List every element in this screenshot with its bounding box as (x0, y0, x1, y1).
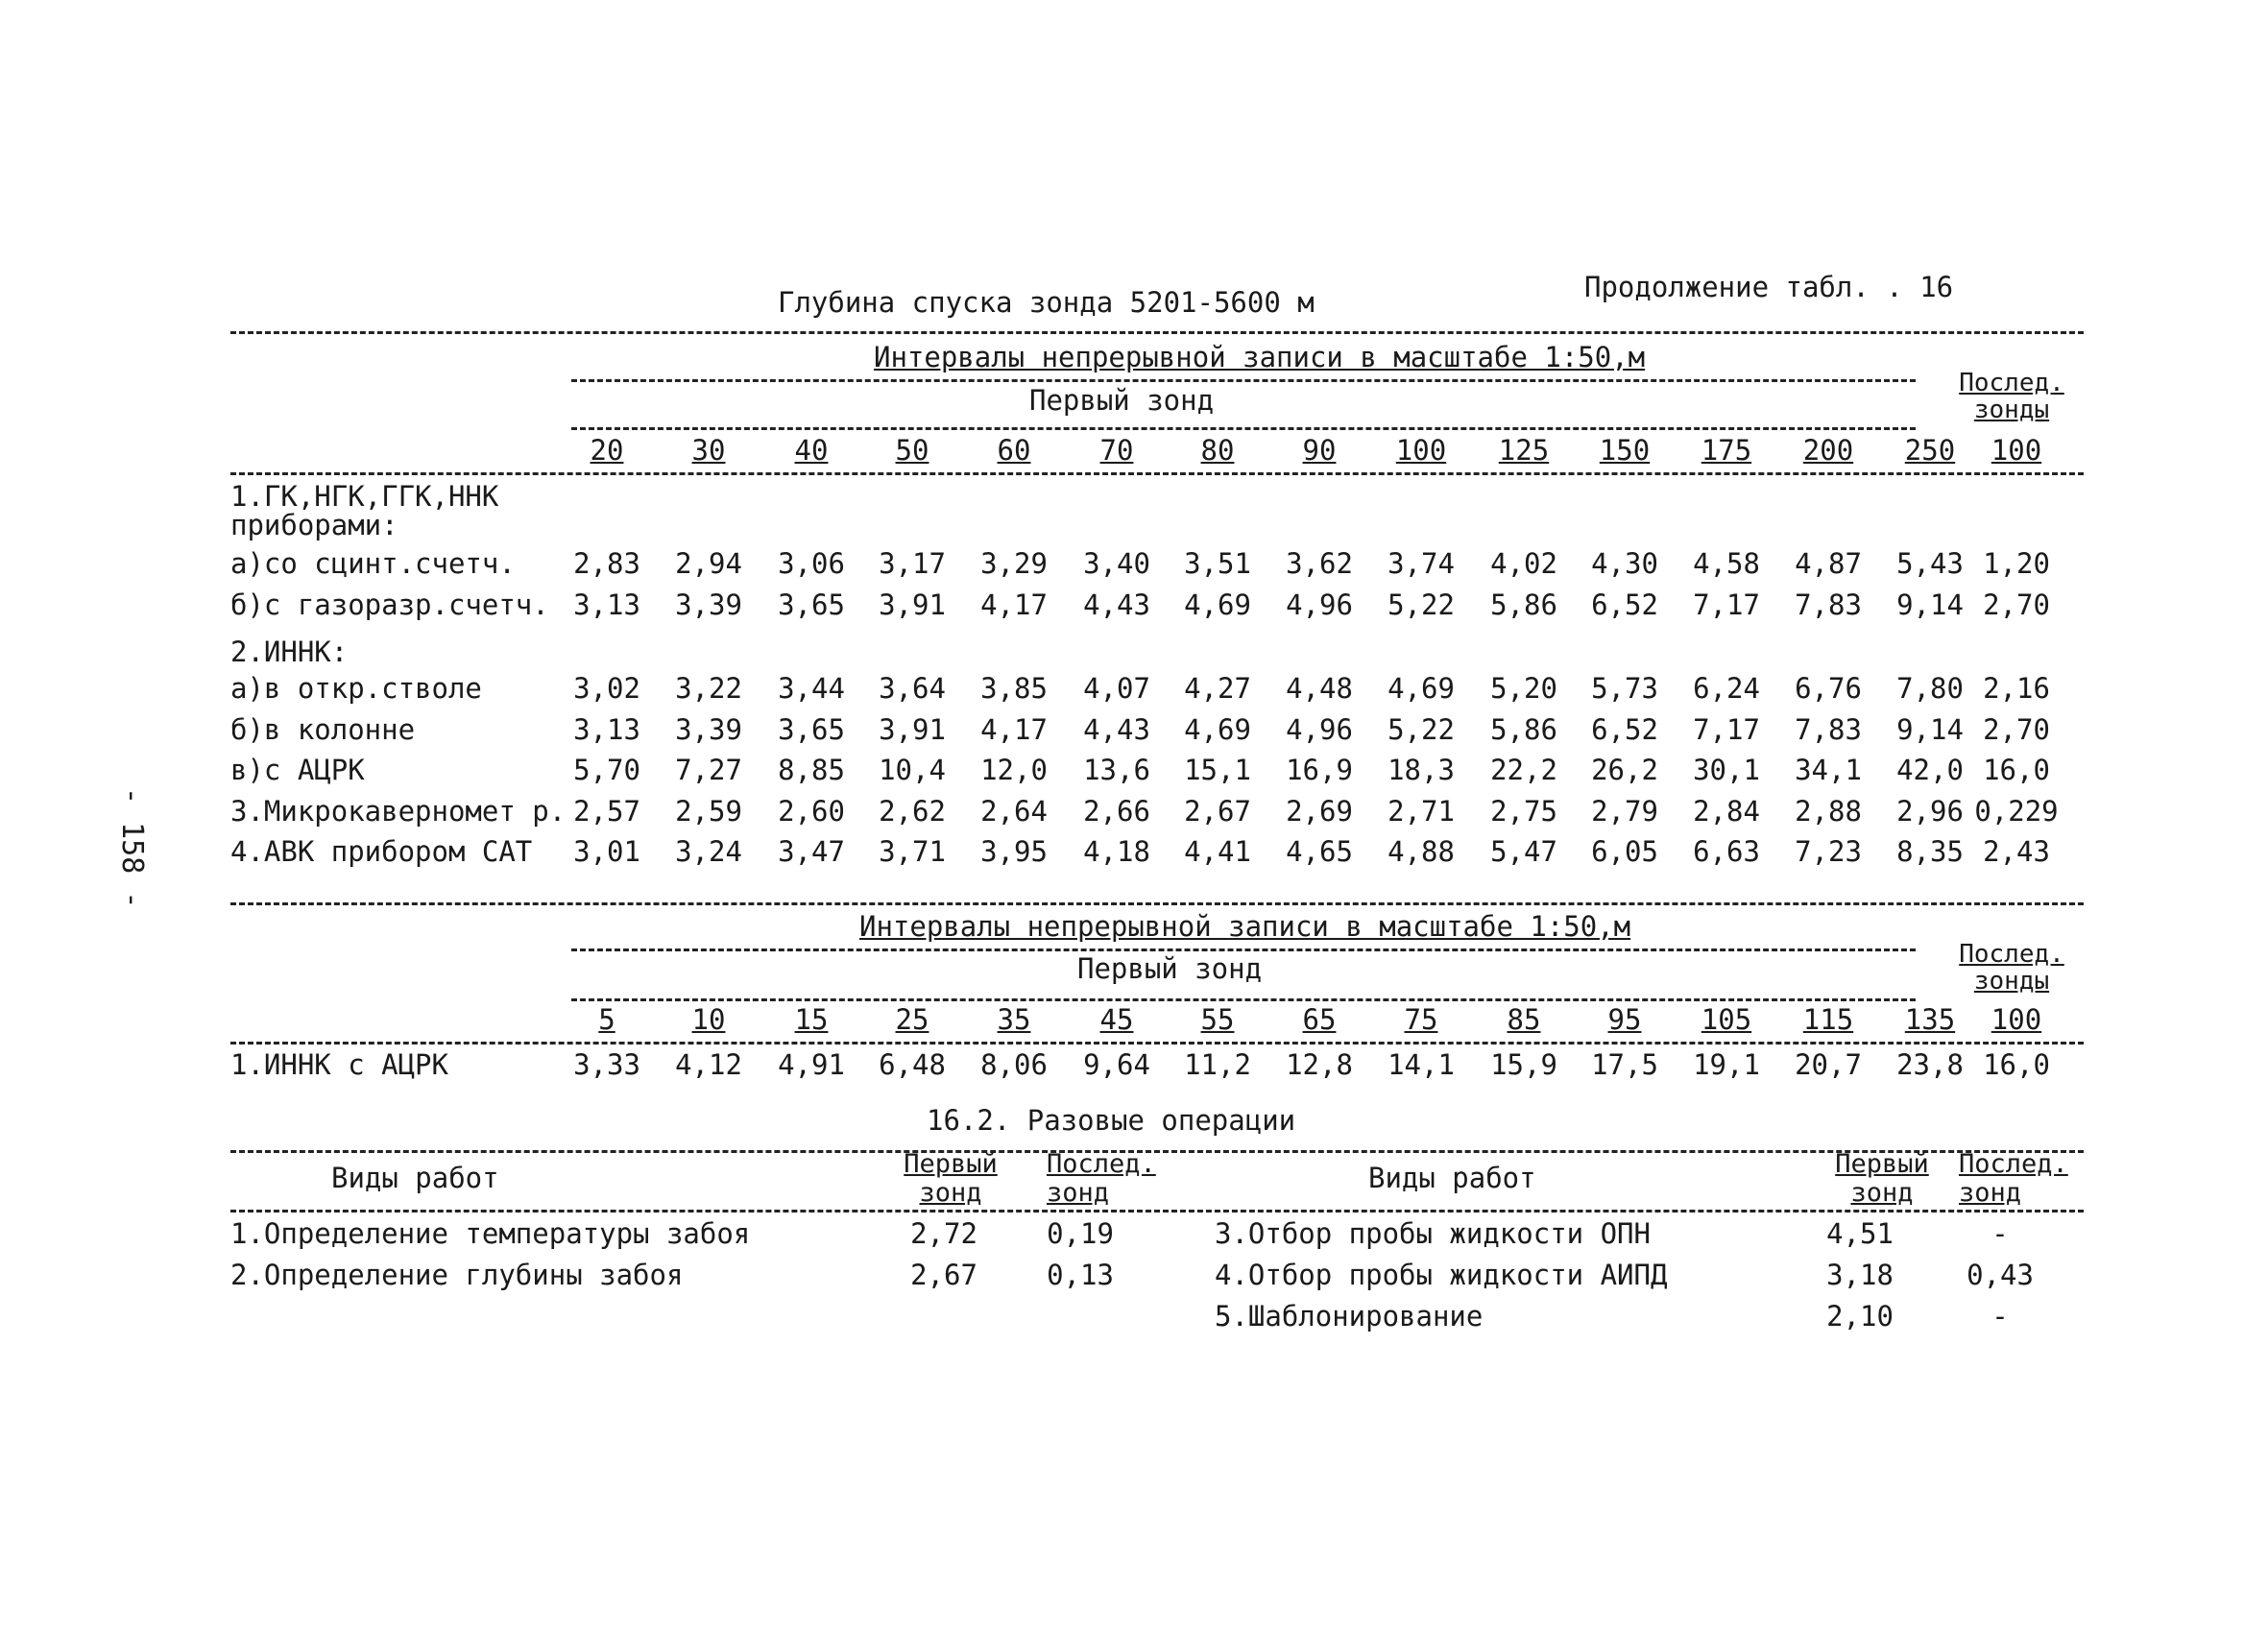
column-header: 5 (598, 1003, 615, 1036)
table-cell: 4,69 (1184, 713, 1251, 746)
table1-first-probe: Первый зонд (1029, 384, 1215, 417)
column-header: 150 (1599, 434, 1651, 467)
column-header: 75 (1404, 1003, 1438, 1036)
table-cell: 8,85 (778, 754, 845, 786)
column-header: 90 (1302, 434, 1337, 467)
table-cell: 4,58 (1693, 547, 1760, 580)
table-cell: 6,48 (879, 1048, 946, 1081)
column-header: 100 (1991, 434, 2042, 467)
table-cell: 4,96 (1286, 588, 1353, 621)
column-header: 45 (1099, 1003, 1134, 1036)
section2-left-first-header: Первый зонд (904, 1149, 998, 1208)
operation-first: 4,51 (1826, 1217, 1894, 1250)
table-cell: 3,13 (573, 588, 640, 621)
column-header: 10 (691, 1003, 726, 1036)
table-cell: 12,8 (1286, 1048, 1353, 1081)
table-cell: 7,17 (1693, 588, 1760, 621)
column-header: 85 (1507, 1003, 1541, 1036)
column-header: 70 (1099, 434, 1134, 467)
column-header: 20 (590, 434, 624, 467)
table-cell: 4,17 (980, 588, 1048, 621)
table-cell: 3,74 (1387, 547, 1455, 580)
column-header: 175 (1701, 434, 1752, 467)
table-cell: 26,2 (1591, 754, 1658, 786)
operation-last: - (1991, 1300, 2009, 1333)
table-cell: 2,70 (1983, 713, 2050, 746)
column-header: 30 (691, 434, 726, 467)
table-cell: 10,4 (879, 754, 946, 786)
table2-last-probe: Послед. зонды (1959, 940, 2064, 996)
table-cell: 4,18 (1083, 835, 1150, 868)
table-cell: 14,1 (1387, 1048, 1455, 1081)
table-cell: 5,73 (1591, 672, 1658, 705)
table-cell: 4,30 (1591, 547, 1658, 580)
table-cell: 5,47 (1490, 835, 1557, 868)
table-cell: 7,83 (1795, 588, 1862, 621)
table2-first-probe: Первый зонд (1077, 952, 1263, 985)
table-cell: 4,65 (1286, 835, 1353, 868)
table-cell: 2,60 (778, 795, 845, 828)
table-cell: 4,27 (1184, 672, 1251, 705)
table1-group-header: Интервалы непрерывной записи в масштабе 1:50,м (874, 341, 1646, 373)
table-cell: 8,06 (980, 1048, 1048, 1081)
column-header: 105 (1701, 1003, 1752, 1036)
table-cell: 3,95 (980, 835, 1048, 868)
section2-left-work-header: Виды работ (331, 1162, 499, 1194)
table-cell: 0,229 (1974, 795, 2059, 828)
table-cell: 3,47 (778, 835, 845, 868)
page-number: - 158 - (115, 787, 149, 909)
column-header: 80 (1200, 434, 1235, 467)
table-cell: 5,86 (1490, 713, 1557, 746)
table-cell: 7,83 (1795, 713, 1862, 746)
table-cell: 3,44 (778, 672, 845, 705)
column-header: 95 (1607, 1003, 1642, 1036)
row-label: 3.Микрокаверномет р. (230, 795, 567, 828)
table-cell: 2,69 (1286, 795, 1353, 828)
table-cell: 4,43 (1083, 588, 1150, 621)
table-cell: 42,0 (1896, 754, 1964, 786)
column-header: 100 (1991, 1003, 2042, 1036)
column-header: 50 (895, 434, 929, 467)
table-cell: 4,91 (778, 1048, 845, 1081)
operation-label: 1.Определение температуры забоя (230, 1217, 751, 1250)
table-cell: 6,76 (1795, 672, 1862, 705)
column-header: 15 (794, 1003, 829, 1036)
table-cell: 8,35 (1896, 835, 1964, 868)
table-cell: 3,17 (879, 547, 946, 580)
table-cell: 2,67 (1184, 795, 1251, 828)
section2-right-work-header: Виды работ (1368, 1162, 1536, 1194)
table-cell: 2,79 (1591, 795, 1658, 828)
table-cell: 6,24 (1693, 672, 1760, 705)
column-header: 135 (1904, 1003, 1956, 1036)
table1-last-probe: Послед. зонды (1959, 369, 2064, 424)
table-cell: 34,1 (1795, 754, 1862, 786)
operation-last: 0,43 (1966, 1259, 2034, 1291)
table-cell: 2,16 (1983, 672, 2050, 705)
table-cell: 2,57 (573, 795, 640, 828)
table-cell: 3,33 (573, 1048, 640, 1081)
column-header: 35 (997, 1003, 1031, 1036)
table-cell: 2,62 (879, 795, 946, 828)
table-cell: 4,96 (1286, 713, 1353, 746)
table-cell: 2,84 (1693, 795, 1760, 828)
table-cell: 12,0 (980, 754, 1048, 786)
table-cell: 4,17 (980, 713, 1048, 746)
column-header: 115 (1802, 1003, 1854, 1036)
table-cell: 2,75 (1490, 795, 1557, 828)
table2-group-header: Интервалы непрерывной записи в масштабе 1:50,м (859, 910, 1631, 943)
table-cell: 16,9 (1286, 754, 1353, 786)
operation-first: 2,72 (910, 1217, 977, 1250)
table-cell: 3,02 (573, 672, 640, 705)
table-cell: 3,85 (980, 672, 1048, 705)
table-cell: 15,9 (1490, 1048, 1557, 1081)
table-cell: 3,22 (675, 672, 742, 705)
operation-label: 4.Отбор пробы жидкости АИПД (1215, 1259, 1668, 1291)
table-cell: 4,12 (675, 1048, 742, 1081)
operation-last: 0,13 (1047, 1259, 1114, 1291)
table-cell: 9,64 (1083, 1048, 1150, 1081)
operation-label: 5.Шаблонирование (1215, 1300, 1484, 1333)
table-cell: 2,94 (675, 547, 742, 580)
table-cell: 7,27 (675, 754, 742, 786)
table-cell: 7,23 (1795, 835, 1862, 868)
row-label: 1.ГК,НГК,ГГК,ННК (230, 480, 499, 513)
table-cell: 4,69 (1387, 672, 1455, 705)
table-cell: 7,17 (1693, 713, 1760, 746)
operation-first: 2,67 (910, 1259, 977, 1291)
table-cell: 3,40 (1083, 547, 1150, 580)
row-label: 4.АВК прибором САТ (230, 835, 533, 868)
table-cell: 18,3 (1387, 754, 1455, 786)
table-cell: 4,69 (1184, 588, 1251, 621)
operation-label: 2.Определение глубины забоя (230, 1259, 684, 1291)
table-cell: 3,13 (573, 713, 640, 746)
section2-title: 16.2. Разовые операции (927, 1104, 1296, 1137)
table-cell: 9,14 (1896, 588, 1964, 621)
table-cell: 9,14 (1896, 713, 1964, 746)
table-cell: 3,65 (778, 588, 845, 621)
table-cell: 2,66 (1083, 795, 1150, 828)
table-cell: 5,43 (1896, 547, 1964, 580)
table-cell: 3,62 (1286, 547, 1353, 580)
table-cell: 6,63 (1693, 835, 1760, 868)
table-cell: 3,71 (879, 835, 946, 868)
table-cell: 7,80 (1896, 672, 1964, 705)
column-header: 200 (1802, 434, 1854, 467)
table-cell: 3,65 (778, 713, 845, 746)
table-cell: 13,6 (1083, 754, 1150, 786)
table-cell: 3,01 (573, 835, 640, 868)
table-cell: 2,96 (1896, 795, 1964, 828)
section2-right-first-header: Первый зонд (1835, 1149, 1929, 1208)
column-header: 25 (895, 1003, 929, 1036)
row-label: 1.ИННК с АЦРК (230, 1048, 448, 1081)
column-header: 60 (997, 434, 1031, 467)
table-cell: 5,20 (1490, 672, 1557, 705)
section2-right-last-header: Послед. зонд (1959, 1149, 2068, 1208)
table-cell: 20,7 (1795, 1048, 1862, 1081)
row-label: а)в откр.стволе (230, 672, 482, 705)
table-cell: 1,20 (1983, 547, 2050, 580)
table-cell: 5,86 (1490, 588, 1557, 621)
table-cell: 4,48 (1286, 672, 1353, 705)
table-cell: 5,22 (1387, 713, 1455, 746)
row-label: б)с газоразр.счетч. (230, 588, 549, 621)
table-cell: 22,2 (1490, 754, 1557, 786)
table-cell: 4,43 (1083, 713, 1150, 746)
table-cell: 2,59 (675, 795, 742, 828)
table-cell: 16,0 (1983, 1048, 2050, 1081)
row-label: б)в колонне (230, 713, 416, 746)
table-cell: 2,83 (573, 547, 640, 580)
row-label: а)со сцинт.счетч. (230, 547, 516, 580)
table-cell: 3,29 (980, 547, 1048, 580)
operation-last: 0,19 (1047, 1217, 1114, 1250)
table-cell: 11,2 (1184, 1048, 1251, 1081)
table-cell: 4,41 (1184, 835, 1251, 868)
table-cell: 6,52 (1591, 588, 1658, 621)
table-cell: 16,0 (1983, 754, 2050, 786)
table-cell: 2,43 (1983, 835, 2050, 868)
section2-left-last-header: Послед. зонд (1047, 1149, 1156, 1208)
table-cell: 4,02 (1490, 547, 1557, 580)
table-cell: 15,1 (1184, 754, 1251, 786)
column-header: 100 (1395, 434, 1447, 467)
operation-last: - (1991, 1217, 2009, 1250)
table-cell: 19,1 (1693, 1048, 1760, 1081)
operation-label: 3.Отбор пробы жидкости ОПН (1215, 1217, 1651, 1250)
table-continuation: Продолжение табл. . 16 (1584, 271, 1954, 303)
row-label: приборами: (230, 509, 398, 541)
table-cell: 17,5 (1591, 1048, 1658, 1081)
table-cell: 5,70 (573, 754, 640, 786)
table-cell: 4,88 (1387, 835, 1455, 868)
column-header: 250 (1904, 434, 1956, 467)
table-cell: 2,70 (1983, 588, 2050, 621)
table-cell: 3,91 (879, 588, 946, 621)
table-cell: 3,91 (879, 713, 946, 746)
table-cell: 6,05 (1591, 835, 1658, 868)
table-cell: 6,52 (1591, 713, 1658, 746)
table-cell: 3,39 (675, 713, 742, 746)
operation-first: 2,10 (1826, 1300, 1894, 1333)
operation-first: 3,18 (1826, 1259, 1894, 1291)
table-cell: 30,1 (1693, 754, 1760, 786)
table-cell: 23,8 (1896, 1048, 1964, 1081)
table-cell: 2,64 (980, 795, 1048, 828)
page-title: Глубина спуска зонда 5201-5600 м (778, 286, 1315, 319)
table-cell: 3,39 (675, 588, 742, 621)
row-label: в)с АЦРК (230, 754, 365, 786)
table-cell: 3,06 (778, 547, 845, 580)
column-header: 40 (794, 434, 829, 467)
table-cell: 5,22 (1387, 588, 1455, 621)
table-cell: 2,88 (1795, 795, 1862, 828)
column-header: 125 (1498, 434, 1550, 467)
column-header: 65 (1302, 1003, 1337, 1036)
table-cell: 3,24 (675, 835, 742, 868)
row-label: 2.ИННК: (230, 636, 349, 668)
column-header: 55 (1200, 1003, 1235, 1036)
table-cell: 4,87 (1795, 547, 1862, 580)
table-cell: 2,71 (1387, 795, 1455, 828)
table-cell: 3,51 (1184, 547, 1251, 580)
table-cell: 4,07 (1083, 672, 1150, 705)
table-cell: 3,64 (879, 672, 946, 705)
